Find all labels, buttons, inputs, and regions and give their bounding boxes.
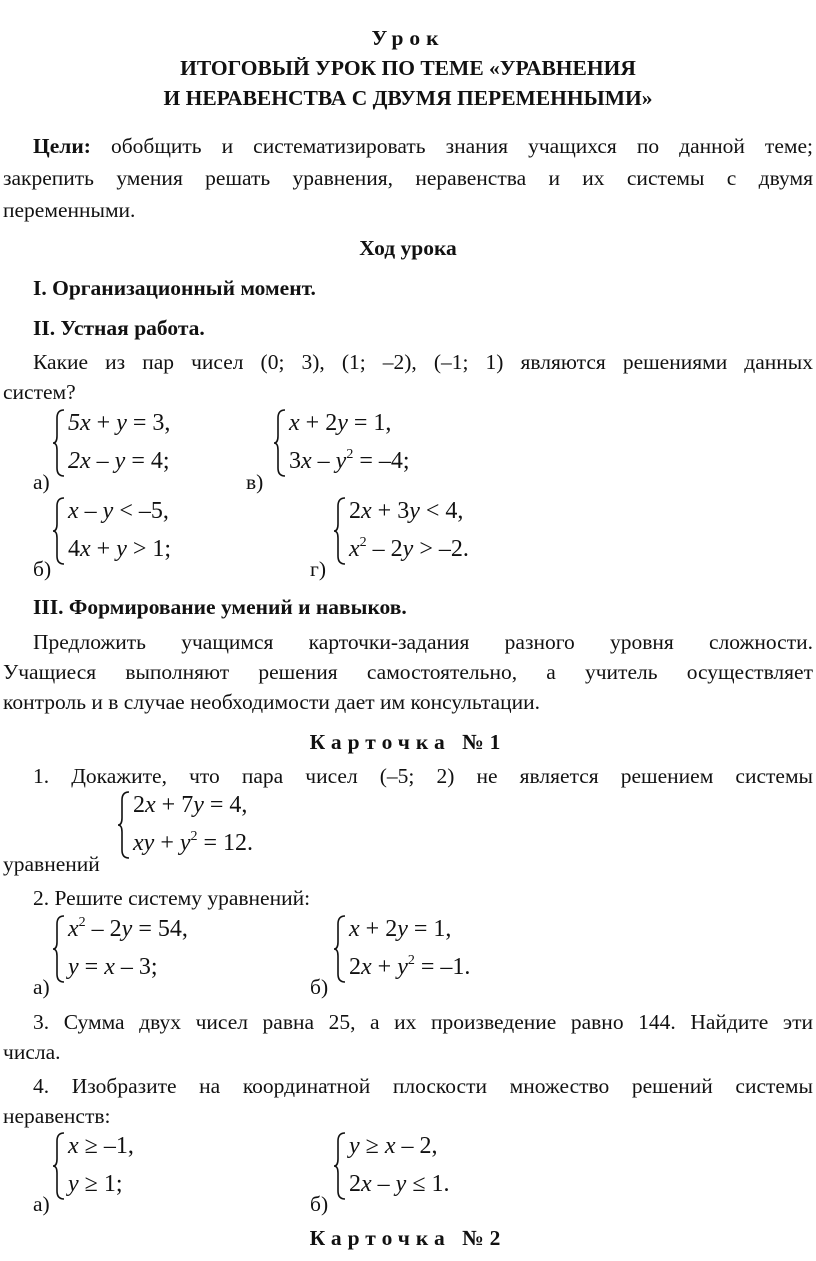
section-2-text-1: Какие из пар чисел (0; 3), (1; –2), (–1; 1) являются решениями данных xyxy=(33,350,813,374)
system-a-eq2: 2x – y = 4; xyxy=(68,448,170,474)
card-1-title: Карточка №1 xyxy=(309,730,507,754)
brace-icon xyxy=(52,408,66,478)
system-g-eq1: 2x + 3y < 4, xyxy=(349,498,464,524)
task-4-system-a-eq2: y ≥ 1; xyxy=(68,1171,123,1197)
label-b: б) xyxy=(33,557,52,581)
brace-icon xyxy=(52,496,66,566)
brace-icon xyxy=(333,914,347,984)
label-a: а) xyxy=(33,470,50,494)
task-2-system-a-eq1: $x^2 - 2y = 54$, xyxy=(68,915,188,942)
card-1-task-1-line-2: уравнений xyxy=(3,852,100,876)
course-title: Ход урока xyxy=(359,236,457,260)
brace-icon xyxy=(52,914,66,984)
goals-line-2: закрепить умения решать уравнения, неравенства и их системы с двумя xyxy=(3,166,813,190)
goals-label: Цели: xyxy=(33,134,91,158)
section-2-title: II. Устная работа. xyxy=(33,316,205,340)
task-2-label-b: б) xyxy=(310,975,329,999)
card-1-task-1-line-1: 1. Докажите, что пара чисел (–5; 2) не является решением системы xyxy=(33,764,813,788)
brace-icon xyxy=(52,1131,66,1201)
task-4-system-b-eq1: y ≥ x – 2, xyxy=(349,1133,438,1159)
goals-line-1: Цели: обобщить и систематизировать знания учащихся по данной теме; xyxy=(33,134,813,158)
brace-icon xyxy=(333,496,347,566)
section-3-line-1: Предложить учащимся карточки-задания разного уровня сложности. xyxy=(33,630,813,654)
lesson-label: Урок xyxy=(371,26,445,50)
task-2-label-a: а) xyxy=(33,975,50,999)
label-v: в) xyxy=(246,470,264,494)
task-2-system-b-eq1: x + 2y = 1, xyxy=(349,916,452,942)
card-1-task-3-line-1: 3. Сумма двух чисел равна 25, а их произведение равно 144. Найдите эти xyxy=(33,1010,813,1034)
brace-icon xyxy=(273,408,287,478)
goals-line-3: переменными. xyxy=(3,198,136,222)
card-1-task-1-eq2: xy + $y^2 = 12$. xyxy=(133,829,254,856)
system-v-eq2: $3x - y^2 = -4$; xyxy=(289,447,410,474)
section-3-line-2: Учащиеся выполняют решения самостоятельно, а учитель осуществляет xyxy=(3,660,813,684)
section-3-line-3: контроль и в случае необходимости дает им консультации. xyxy=(3,690,540,714)
section-2-text-2: систем? xyxy=(3,380,76,404)
card-1-task-1-eq1: 2x + 7y = 4, xyxy=(133,792,248,818)
task-2-system-a-eq2: y = x – 3; xyxy=(68,954,158,980)
task-2-system-b-eq2: $2x + y^2 = -1$. xyxy=(349,953,471,980)
card-2-title: Карточка №2 xyxy=(309,1226,507,1250)
card-1-task-3-line-2: числа. xyxy=(3,1040,61,1064)
system-a-eq1: 5x + y = 3, xyxy=(68,410,171,436)
title-line-2: И НЕРАВЕНСТВА С ДВУМЯ ПЕРЕМЕННЫМИ» xyxy=(163,86,653,110)
card-1-task-4-line-1: 4. Изобразите на координатной плоскости множество решений системы xyxy=(33,1074,813,1098)
task-4-system-a-eq1: x ≥ –1, xyxy=(68,1133,134,1159)
label-g: г) xyxy=(310,557,326,581)
system-b-eq2: 4x + y > 1; xyxy=(68,536,172,562)
system-g-eq2: $x^2 - 2y > -2$. xyxy=(349,535,469,562)
card-1-task-2: 2. Решите систему уравнений: xyxy=(33,886,311,910)
brace-icon xyxy=(333,1131,347,1201)
task-4-system-b-eq2: 2x – y ≤ 1. xyxy=(349,1171,450,1197)
section-1-title: I. Организационный момент. xyxy=(33,276,316,300)
task-4-label-b: б) xyxy=(310,1192,329,1216)
task-4-label-a: а) xyxy=(33,1192,50,1216)
section-3-title: III. Формирование умений и навыков. xyxy=(33,595,407,619)
brace-icon xyxy=(117,790,131,860)
card-1-task-4-line-2: неравенств: xyxy=(3,1104,111,1128)
system-v-eq1: x + 2y = 1, xyxy=(289,410,392,436)
title-line-1: ИТОГОВЫЙ УРОК ПО ТЕМЕ «УРАВНЕНИЯ xyxy=(180,56,636,80)
system-b-eq1: x – y < –5, xyxy=(68,498,169,524)
